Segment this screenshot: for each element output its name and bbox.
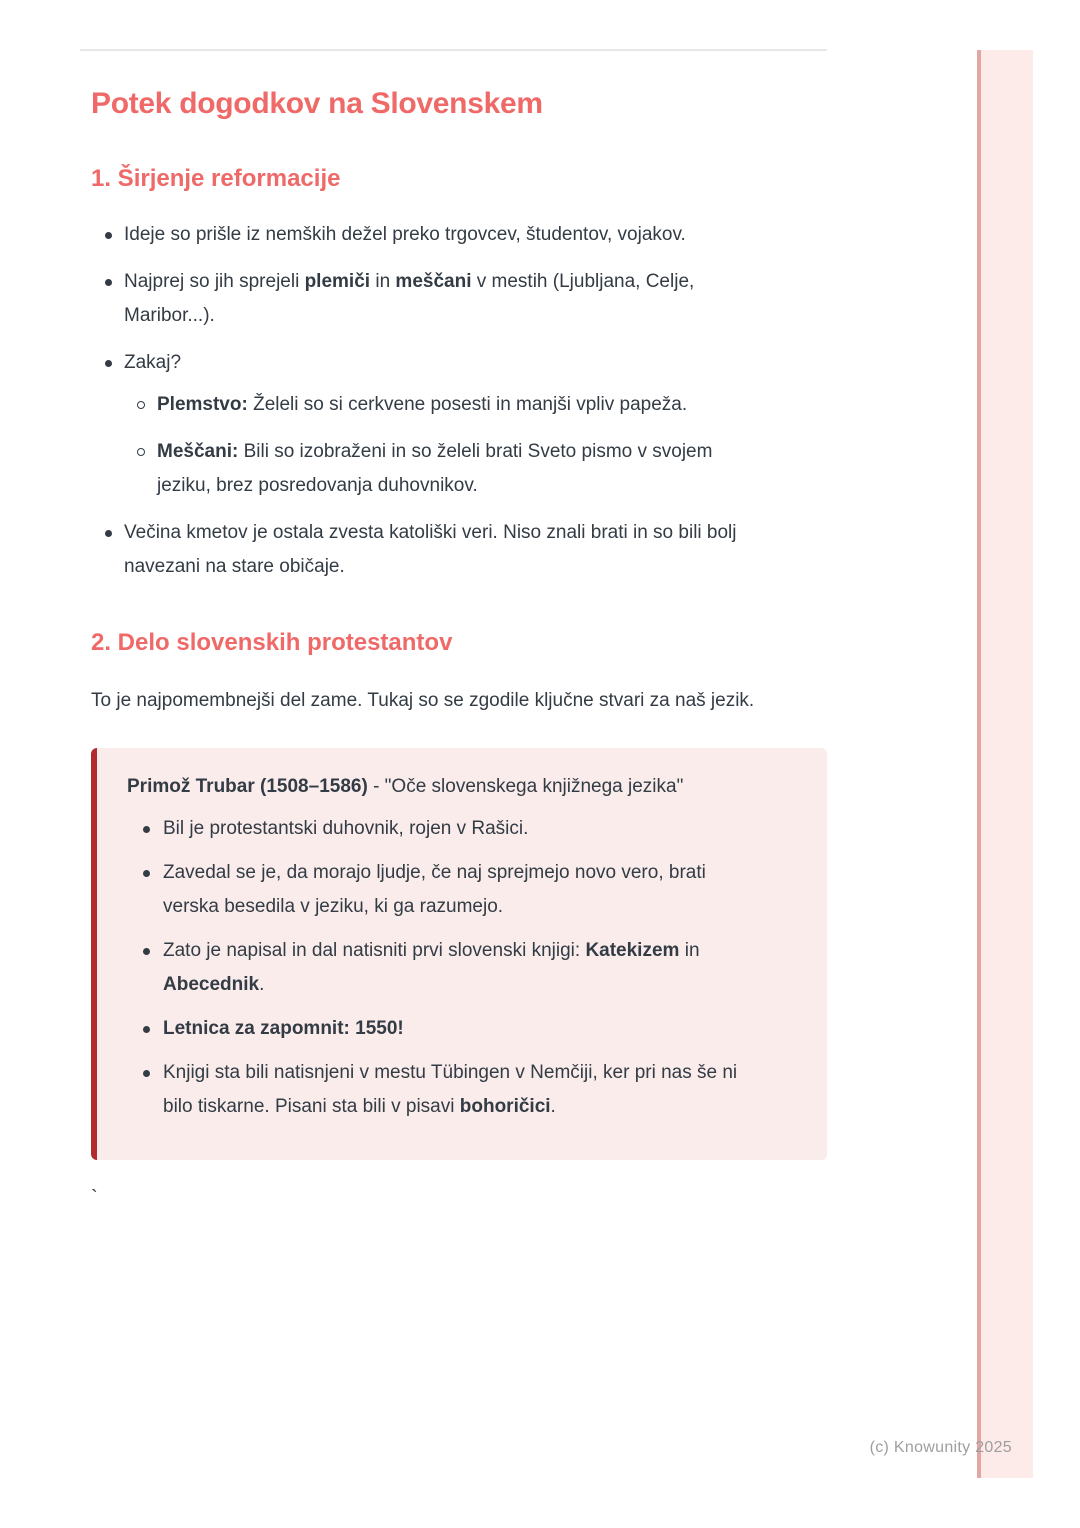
copyright-note: (c) Knowunity 2025 [869,1439,1012,1456]
callout-item-text: Knjigi sta bili natisnjeni v mestu Tübingen v Nemčiji, ker pri nas še ni bilo tiskarne. Pisani sta bili v pisavi bohoričici. [163,1062,738,1117]
list-item-text: Najprej so jih sprejeli plemiči in meščani v mestih (Ljubljana, Celje, Maribor...). [124,271,695,326]
section-2-intro: To je najpomembnejši del zame. Tukaj so se zgodile ključne stvari za naš jezik. [91,690,755,711]
list-item-text: Zakaj? [124,352,182,373]
list-item [124,346,827,503]
callout-list-item [163,812,803,846]
section-1-heading: 1. Širjenje reformacije [91,165,341,192]
note-page-content [91,0,827,1210]
list-item [124,265,827,333]
callout-item-text: Bil je protestantski duhovnik, rojen v Rašici. [163,818,529,839]
zakaj-sublist [124,388,827,503]
stray-backtick: ` [91,1187,98,1209]
callout-item-text: Letnica za zapomnit: 1550! [163,1018,404,1039]
list-item [124,516,827,584]
callout-item-text: Zato je napisal in dal natisniti prvi slovenski knjigi: Katekizem in Abecednik. [163,940,700,995]
section-2-heading: 2. Delo slovenskih protestantov [91,629,453,656]
callout-list-item [163,1056,803,1124]
page-edge-strip [977,50,1033,1478]
sublist-item [157,388,827,422]
trubar-callout-box [91,748,827,1160]
page-title: Potek dogodkov na Slovenskem [91,87,543,120]
callout-list-item [163,856,803,924]
callout-list [127,812,803,1124]
callout-list-item [163,1012,803,1046]
callout-list-item [163,934,803,1002]
list-item [124,218,827,252]
list-item-text: Ideje so prišle iz nemških dežel preko trgovcev, študentov, vojakov. [124,224,686,245]
callout-title: Primož Trubar (1508–1586) - "Oče slovenskega knjižnega jezika" [127,776,684,797]
sublist-item-text: Meščani: Bili so izobraženi in so želeli brati Sveto pismo v svojem jeziku, brez posredovanja duhovnikov. [157,441,713,496]
section-1-list [91,218,827,584]
sublist-item-text: Plemstvo: Želeli so si cerkvene posesti in manjši vpliv papeža. [157,394,688,415]
sublist-item [157,435,827,503]
callout-item-text: Zavedal se je, da morajo ljudje, če naj sprejmejo novo vero, brati verska besedila v jeziku, ki ga razumejo. [163,862,706,917]
list-item-text: Večina kmetov je ostala zvesta katoliški veri. Niso znali brati in so bili bolj navezani na stare običaje. [124,522,737,577]
